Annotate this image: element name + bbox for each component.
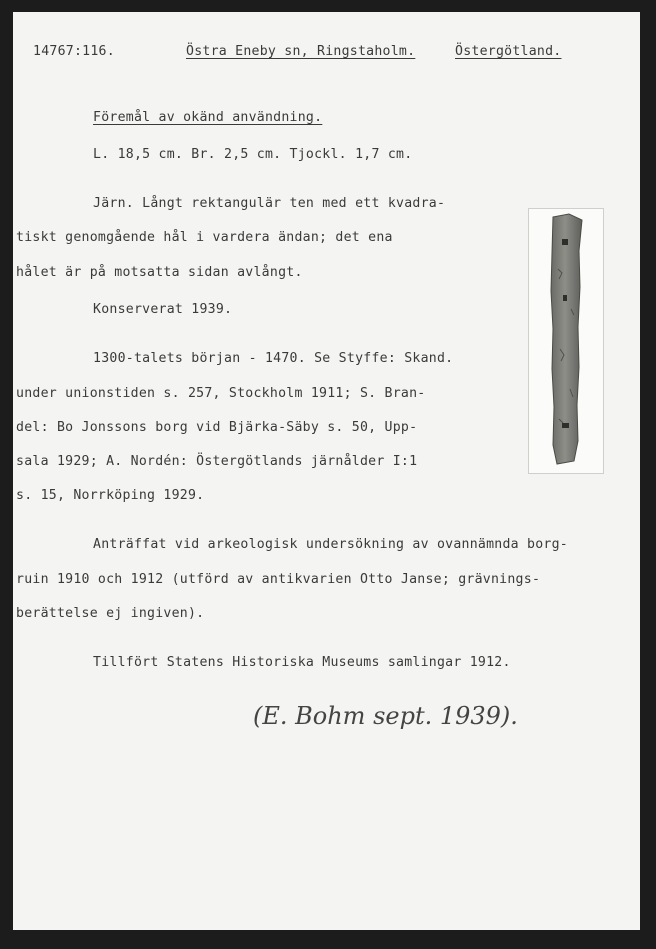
dating-line: sala 1929; A. Nordén: Östergötlands järnålder I:1 <box>16 454 418 469</box>
province: Östergötland. <box>455 44 562 59</box>
description-line: Järn. Långt rektangulär ten med ett kvadra- <box>93 196 446 211</box>
find-line: ruin 1910 och 1912 (utförd av antikvarien Otto Janse; grävnings- <box>16 572 541 587</box>
dating-line: under unionstiden s. 257, Stockholm 1911; S. Bran- <box>16 386 426 401</box>
acquisition-note: Tillfört Statens Historiska Museums samlingar 1912. <box>93 655 511 670</box>
dating-line: del: Bo Jonssons borg vid Bjärka-Säby s. 50, Upp- <box>16 420 418 435</box>
description-line: hålet är på motsatta sidan avlångt. <box>16 265 303 280</box>
dating-line: 1300-talets början - 1470. Se Styffe: Skand. <box>93 351 454 366</box>
description-line: tiskt genomgående hål i vardera ändan; det ena <box>16 230 393 245</box>
conservation-note: Konserverat 1939. <box>93 302 233 317</box>
find-line: Anträffat vid arkeologisk undersökning av ovannämnda borg- <box>93 537 568 552</box>
dating-line: s. 15, Norrköping 1929. <box>16 488 205 503</box>
find-line: berättelse ej ingiven). <box>16 606 205 621</box>
parish-location: Östra Eneby sn, Ringstaholm. <box>186 44 416 59</box>
object-dimensions: L. 18,5 cm. Br. 2,5 cm. Tjockl. 1,7 cm. <box>93 147 413 162</box>
object-photo <box>528 208 604 474</box>
iron-object-image <box>529 209 603 473</box>
handwritten-signature: (E. Bohm sept. 1939). <box>253 702 518 730</box>
catalog-number: 14767:116. <box>33 44 115 59</box>
object-title: Föremål av okänd användning. <box>93 110 323 125</box>
catalog-card <box>13 12 640 930</box>
